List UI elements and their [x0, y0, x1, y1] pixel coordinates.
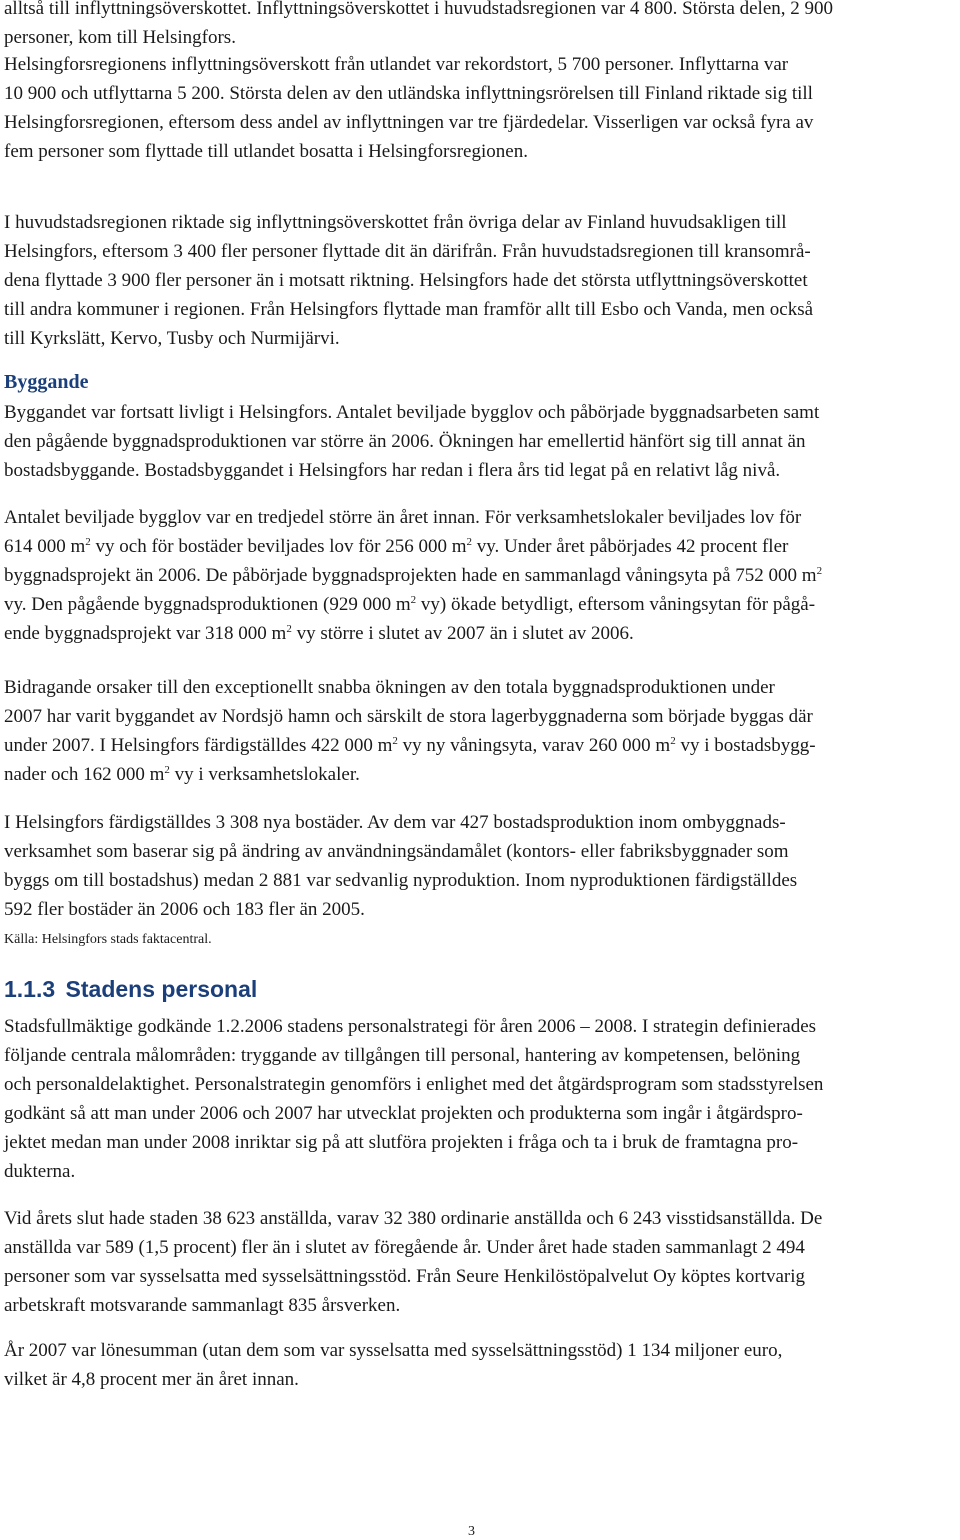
- text-line: dukterna.: [4, 1161, 76, 1182]
- text-line: verksamhet som baserar sig på ändring av användningsändamålet (kontors- eller fabriksbyggnader som: [4, 841, 789, 862]
- text-line: Helsingfors, eftersom 3 400 fler personer flyttade dit än därifrån. Från huvudstadsregionen till kransområ-: [4, 241, 811, 262]
- text-fragment: byggnadsprojekt än 2006. De påbörjade byggnadsprojekten hade en sammanlagd våningsyta på 752 000 m: [4, 565, 817, 586]
- text-line: personer, kom till Helsingfors.: [4, 27, 236, 48]
- text-line: Helsingforsregionen, eftersom dess andel av inflyttningen var tre fjärdedelar. Visserligen var också fyra av: [4, 112, 814, 133]
- superscript: 2: [286, 623, 292, 635]
- text-line: alltså till inflyttningsöverskottet. Inflyttningsöverskottet i huvudstadsregionen var 4 800. Största delen, 2 900: [4, 0, 834, 19]
- section-title: Stadens personal: [65, 976, 258, 1002]
- text-line: Bidragande orsaker till den exceptionellt snabba ökningen av den totala byggnadsproduktionen under: [4, 677, 775, 698]
- text-line: 2007 har varit byggandet av Nordsjö hamn och särskilt de stora lagerbyggnaderna som började byggas där: [4, 706, 813, 727]
- section-heading-personal: [4, 976, 257, 1003]
- text-line: Vid årets slut hade staden 38 623 anställda, varav 32 380 ordinarie anställda och 6 243 visstidsanställda. De: [4, 1208, 823, 1229]
- text-line: bostadsbyggande. Bostadsbyggandet i Helsingfors har redan i flera års tid legat på en relativt låg nivå.: [4, 460, 781, 481]
- superscript: 2: [466, 536, 472, 548]
- paragraph-migration-surplus: [4, 0, 833, 52]
- text-fragment: vy ny våningsyta, varav 260 000 m: [397, 735, 671, 756]
- text-fragment: under 2007. I Helsingfors färdigställdes 422 000 m: [4, 735, 393, 756]
- text-line: och personaldelaktighet. Personalstrategin genomförs i enlighet med det åtgärdsprogram som stadsstyrelsen: [4, 1074, 824, 1095]
- text-fragment: vy i bostadsbygg-: [675, 735, 816, 756]
- paragraph-domestic-migration: [4, 208, 813, 353]
- text-line: byggs om till bostadshus) medan 2 881 var sedvanlig nyproduktion. Inom nyproduktionen färdigställdes: [4, 870, 798, 891]
- text-line: Helsingforsregionens inflyttningsöverskott från utlandet var rekordstort, 5 700 personer. Inflyttarna var: [4, 54, 789, 75]
- text-line: godkänt så att man under 2006 och 2007 har utvecklat projekten och produkterna som ingår i åtgärdspro-: [4, 1103, 803, 1124]
- text-line: fem personer som flyttade till utlandet bosatta i Helsingforsregionen.: [4, 141, 528, 162]
- superscript: 2: [85, 536, 91, 548]
- paragraph-completed-dwellings: [4, 808, 797, 924]
- text-line: År 2007 var lönesumman (utan dem som var sysselsatta med sysselsättningsstöd) 1 134 miljoner euro,: [4, 1340, 783, 1361]
- text-fragment: nader och 162 000 m: [4, 764, 165, 785]
- paragraph-foreign-migration: [4, 50, 813, 166]
- paragraph-construction-causes: [4, 673, 816, 789]
- superscript: 2: [670, 735, 676, 747]
- text-fragment: vy i verksamhetslokaler.: [169, 764, 360, 785]
- text-line: jektet medan man under 2008 inriktar sig på att slutföra projekten i fråga och ta i bruk de framtagna pro-: [4, 1132, 799, 1153]
- text-line: den pågående byggnadsproduktionen var större än 2006. Ökningen har emellertid hänfört sig till annat än: [4, 431, 806, 452]
- page-number: 3: [468, 1524, 475, 1539]
- text-line: 10 900 och utflyttarna 5 200. Största delen av den utländska inflyttningsrörelsen till Finland riktade sig till: [4, 83, 813, 104]
- text-line: dena flyttade 3 900 fler personer än i motsatt riktning. Helsingfors hade det största utflyttningsöverskottet: [4, 270, 808, 291]
- superscript: 2: [410, 594, 417, 606]
- text-line: Byggandet var fortsatt livligt i Helsingfors. Antalet beviljade bygglov och påbörjade byggnadsarbeten samt: [4, 402, 820, 423]
- superscript: 2: [392, 735, 398, 747]
- text-fragment: ende byggnadsprojekt var 318 000 m: [4, 623, 287, 644]
- text-line: 592 fler bostäder än 2006 och 183 fler än 2005.: [4, 899, 365, 920]
- text-fragment: vy större i slutet av 2007 än i slutet av 2006.: [291, 623, 634, 644]
- text-line: till andra kommuner i regionen. Från Helsingfors flyttade man framför allt till Esbo och Vanda, men också: [4, 299, 814, 320]
- text-line: I Helsingfors färdigställdes 3 308 nya bostäder. Av dem var 427 bostadsproduktion inom ombyggnads-: [4, 812, 786, 833]
- superscript: 2: [816, 565, 823, 577]
- paragraph-building-permits: [4, 503, 822, 648]
- text-line: anställda var 589 (1,5 procent) fler än i slutet av föregående år. Under året hade staden sammanlagt 2 494: [4, 1237, 805, 1258]
- source-note: Källa: Helsingfors stads faktacentral.: [4, 932, 212, 947]
- text-line: personer som var sysselsatta med sysselsättningsstöd. Från Seure Henkilöstöpalvelut Oy köptes kortvarig: [4, 1266, 806, 1287]
- text-line: Antalet beviljade bygglov var en tredjedel större än året innan. För verksamhetslokaler beviljades lov för: [4, 507, 802, 528]
- section-number: 1.1.3: [4, 976, 56, 1002]
- text-fragment: vy. Under året påbörjades 42 procent fler: [471, 536, 789, 557]
- text-line: till Kyrkslätt, Kervo, Tusby och Nurmijärvi.: [4, 328, 340, 349]
- paragraph-employee-count: [4, 1204, 822, 1320]
- text-fragment: 614 000 m: [4, 536, 86, 557]
- paragraph-payroll: [4, 1336, 782, 1394]
- text-line: I huvudstadsregionen riktade sig inflyttningsöverskottet från övriga delar av Finland huvudsakligen till: [4, 212, 787, 233]
- paragraph-construction-overview: [4, 398, 819, 485]
- text-line: följande centrala målområden: tryggande av tillgången till personal, hantering av kompetensen, belöning: [4, 1045, 801, 1066]
- text-line: vilket är 4,8 procent mer än året innan.: [4, 1369, 299, 1390]
- text-fragment: vy och för bostäder beviljades lov för 256 000 m: [90, 536, 467, 557]
- paragraph-personnel-strategy: [4, 1012, 823, 1186]
- section-heading-byggande: Byggande: [4, 371, 89, 393]
- superscript: 2: [164, 764, 170, 776]
- text-fragment: vy. Den pågående byggnadsproduktionen (929 000 m: [4, 594, 411, 615]
- text-fragment: vy) ökade betydligt, eftersom våningsytan för pågå-: [416, 594, 816, 615]
- text-line: arbetskraft motsvarande sammanlagt 835 årsverken.: [4, 1295, 401, 1316]
- text-line: Stadsfullmäktige godkände 1.2.2006 stadens personalstrategi för åren 2006 – 2008. I strategin definierades: [4, 1016, 817, 1037]
